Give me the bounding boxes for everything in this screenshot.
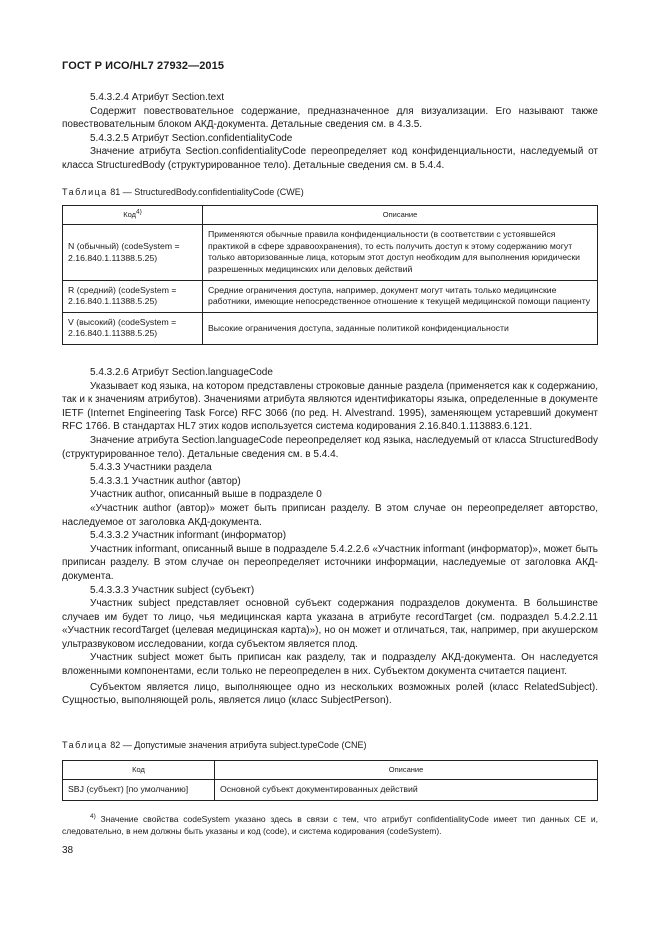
table-cell-code: V (высокий) (codeSystem = 2.16.840.1.11388.5.25) — [63, 312, 203, 344]
table81 — [62, 205, 598, 345]
column-header-code: Код — [63, 760, 215, 780]
paragraph-subject-2: Участник subject может быть приписан как разделу, так и подразделу АКД-документа. Он наследуется вложенными компонентами, если только не переопределен в них. Субъектом документа считается пациент. — [62, 652, 598, 678]
table81-block — [62, 186, 598, 345]
page-number: 38 — [62, 845, 74, 856]
paragraph-language-code: Указывает код языка, на котором представлены строковые данные раздела (применяется как к содержанию, так и к значениям атрибутов). Значениями атрибута являются идентификаторы языка, определенные в документе IETF (Internet Engineering Task Force) RFC 3066 (по ред. H. Alvestrand. 1995), заменяющем устаревший документ RFC 1766. В стандартах HL7 этих кодов используется система кодирования 2.16.840.1.113883.6.121. — [62, 380, 598, 433]
paragraph-confidentiality: Значение атрибута Section.confidentialityCode переопределяет код конфиденциальности, наследуемый от класса StructuredBody (структурированное тело). Детальные сведения см. в 5.4.4. — [62, 146, 598, 171]
column-header-description: Описание — [215, 760, 598, 780]
table-cell-code: R (средний) (codeSystem = 2.16.840.1.11388.5.25) — [63, 280, 203, 312]
table82 — [62, 760, 598, 801]
paragraph-section-text: Содержит повествовательное содержание, предназначенное для визуализации. Его называют также повествовательным блоком АКД-документа. Детальные сведения см. в 4.3.5. — [62, 105, 598, 131]
table-row — [63, 225, 598, 280]
paragraph-language-override: Значение атрибута Section.languageCode переопределяет код языка, наследуемый от класса StructuredBody (структурированное тело). Детальные сведения см. в 5.4.4. — [62, 434, 598, 460]
table-header-row — [63, 205, 598, 225]
heading-author: 5.4.3.3.1 Участник author (автор) — [90, 475, 241, 487]
table-cell-description: Высокие ограничения доступа, заданные политикой конфиденциальности — [203, 312, 598, 344]
heading-informant: 5.4.3.3.2 Участник informant (информатор) — [90, 530, 287, 542]
table-header-row — [63, 760, 598, 780]
heading-language-code: 5.4.3.2.6 Атрибут Section.languageCode — [90, 367, 273, 378]
paragraph-author-1: Участник author, описанный выше в подразделе 0 — [90, 489, 322, 501]
table-row — [63, 780, 598, 801]
paragraph-subject-1: Участник subject представляет основной субъект содержания подразделов документа. В большинстве случаев им будет то лицо, чья медицинская карта указана в атрибуте recordTarget (см. подраздел 5.4.2.2.11 «Участник recordTarget (целевая медицинская карта)»), но он может и отличаться, так, например, при акушерском ультразвуковом исследовании, когда субъектом является плод. — [62, 598, 598, 650]
heading-subject: 5.4.3.3.3 Участник subject (субъект) — [90, 584, 255, 596]
table82-block — [62, 739, 598, 801]
table82-caption: Таблица 82 — Допустимые значения атрибута subject.typeCode (CNE) — [62, 740, 367, 750]
table-cell-code: SBJ (субъект) [по умолчанию] — [63, 780, 215, 801]
footnote — [62, 814, 598, 837]
paragraph-informant: Участник informant, описанный выше в подразделе 5.4.2.2.6 «Участник informant (информатор)», может быть приписан разделу. В этом случае он переопределяет источники информации, наследуемые от заголовка АКД-документа. — [62, 543, 598, 582]
table-row — [63, 312, 598, 344]
heading-section-text: 5.4.3.2.4 Атрибут Section.text — [90, 92, 224, 103]
table-cell-code: N (обычный) (codeSystem = 2.16.840.1.11388.5.25) — [63, 225, 203, 280]
heading-participants: 5.4.3.3 Участники раздела — [90, 462, 212, 474]
column-header-code: Код$^{4)}$ — [63, 205, 203, 225]
column-header-description: Описание — [203, 205, 598, 225]
table-row — [63, 280, 598, 312]
standard-header: ГОСТ Р ИСО/HL7 27932—2015 — [62, 60, 225, 72]
paragraph-subject-3: Субъектом является лицо, выполняющее одно из нескольких возможных ролей (класс RelatedSubject). Сущностью, выполняющей роль, является лицо (класс SubjectPerson). — [62, 681, 598, 707]
table81-caption: Таблица 81 — StructuredBody.confidentialityCode (CWE) — [62, 187, 304, 197]
table-cell-description: Применяются обычные правила конфиденциальности (в соответствии с устоявшейся практикой в сфере здравоохранения), то есть получить доступ к этому содержанию могут только авторизованные лица, которым этот доступ необходим для выполнения юридически разрешенных медицинских или деловых действий — [203, 225, 598, 280]
table-cell-description: Средние ограничения доступа, например, документ могут читать только медицинские работники, имеющие непосредственное отношение к текущей медицинской помощи пациенту — [203, 280, 598, 312]
paragraph-author-2: «Участник author (автор)» может быть приписан разделу. В этом случае он переопределяет авторство, наследуемое от заголовка АКД-документа. — [62, 502, 598, 528]
footnote-text: $^{4)}$ Значение свойства codeSystem указано здесь в связи с тем, что атрибут confidentialityCode имеет тип данных CE и, следовательно, в нем должны быть указаны и код (code), и система кодирования (codeSystem). — [62, 813, 598, 836]
section-text-block — [62, 91, 598, 173]
heading-confidentiality: 5.4.3.2.5 Атрибут Section.confidentialityCode — [90, 132, 293, 144]
table-cell-description: Основной субъект документированных действий — [215, 780, 598, 801]
language-participants-block — [62, 366, 598, 708]
